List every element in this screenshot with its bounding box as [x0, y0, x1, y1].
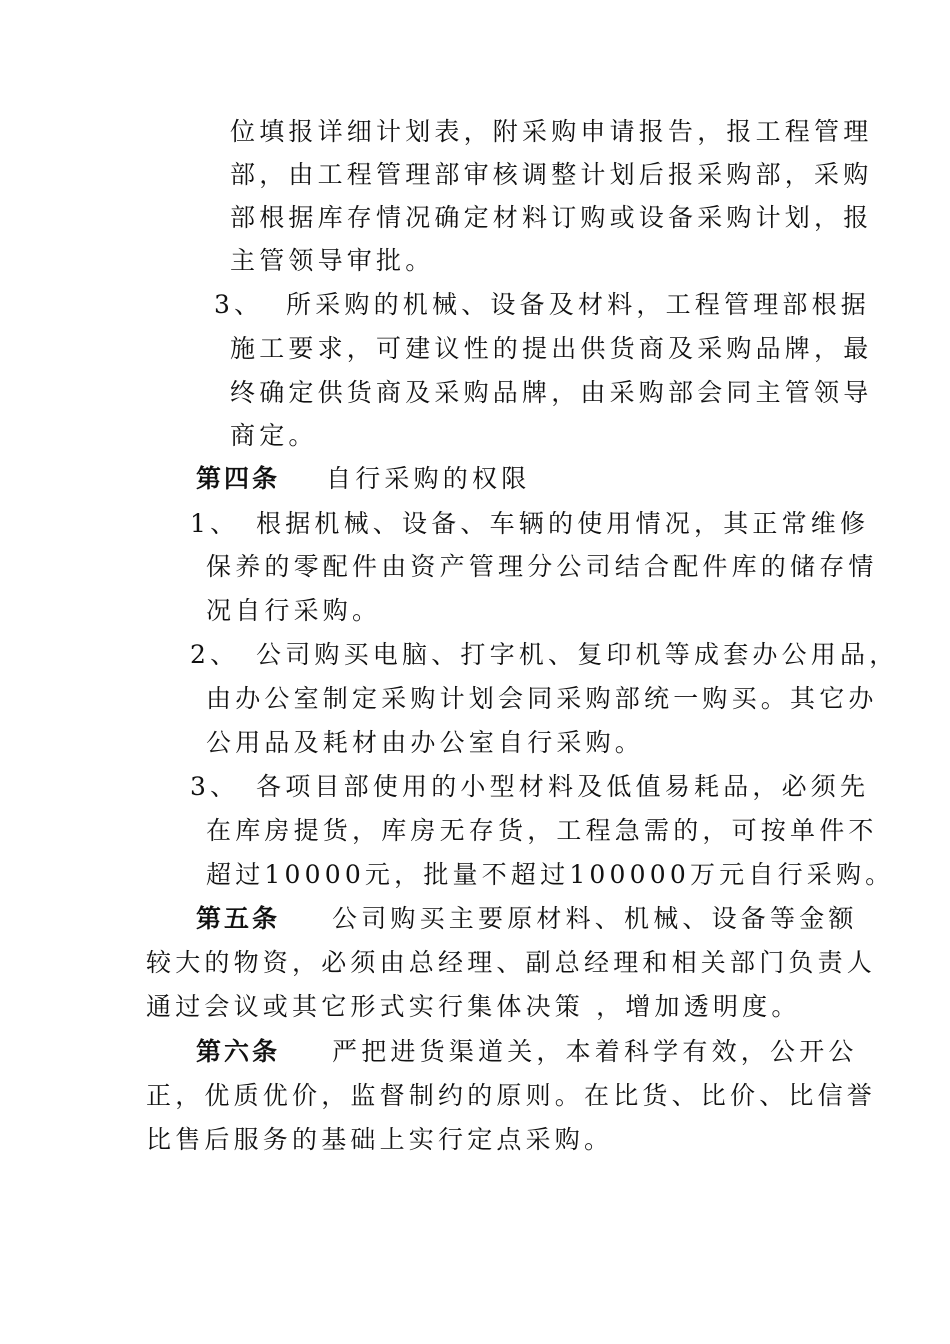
text-line: 在库房提货，库房无存货，工程急需的，可按单件不 [206, 816, 878, 845]
text-line: 各项目部使用的小型材料及低值易耗品，必须先 [256, 772, 870, 801]
text-line: 比售后服务的基础上实行定点采购。 [146, 1125, 614, 1154]
text-line: 况自行采购。 [206, 596, 382, 625]
text-line: 主管领导审批。 [230, 246, 435, 275]
text-line: 由办公室制定采购计划会同采购部统一购买。其它办 [206, 684, 878, 713]
text-line: 施工要求，可建议性的提出供货商及采购品牌，最 [230, 334, 873, 363]
list-number: 1、 [190, 509, 240, 538]
text-line: 所采购的机械、设备及材料，工程管理部根据 [286, 290, 871, 319]
text-line: 超过10000元，批量不超过100000万元自行采购。 [206, 860, 895, 889]
text-line: 公司购买主要原材料、机械、设备等金额 [332, 904, 858, 933]
text-line: 终确定供货商及采购品牌，由采购部会同主管领导 [230, 378, 873, 407]
text-line: 根据机械、设备、车辆的使用情况，其正常维修 [256, 509, 870, 538]
text-line: 公用品及耗材由办公室自行采购。 [206, 728, 645, 757]
article-heading: 第五条 [196, 904, 281, 933]
text-line: 保养的零配件由资产管理分公司结合配件库的储存情 [206, 552, 878, 581]
text-line: 严把进货渠道关，本着科学有效，公开公 [332, 1037, 858, 1066]
list-number: 3、 [214, 290, 264, 319]
article-title: 自行采购的权限 [326, 464, 531, 493]
article-heading: 第四条 [196, 464, 281, 493]
text-line: 较大的物资，必须由总经理、副总经理和相关部门负责人 [146, 948, 877, 977]
text-line: 通过会议或其它形式实行集体决策 ，增加透明度。 [146, 992, 801, 1021]
text-line: 商定。 [230, 421, 318, 450]
list-number: 2、 [190, 640, 240, 669]
article-heading: 第六条 [196, 1037, 281, 1066]
text-line: 部，由工程管理部审核调整计划后报采购部，采购 [230, 160, 873, 189]
text-line: 部根据库存情况确定材料订购或设备采购计划，报 [230, 203, 873, 232]
text-line: 正，优质优价，监督制约的原则。在比货、比价、比信誉 [146, 1081, 877, 1110]
text-line: 公司购买电脑、打字机、复印机等成套办公用品， [256, 640, 899, 669]
text-line: 位填报详细计划表，附采购申请报告，报工程管理 [230, 117, 873, 146]
list-number: 3、 [190, 772, 240, 801]
